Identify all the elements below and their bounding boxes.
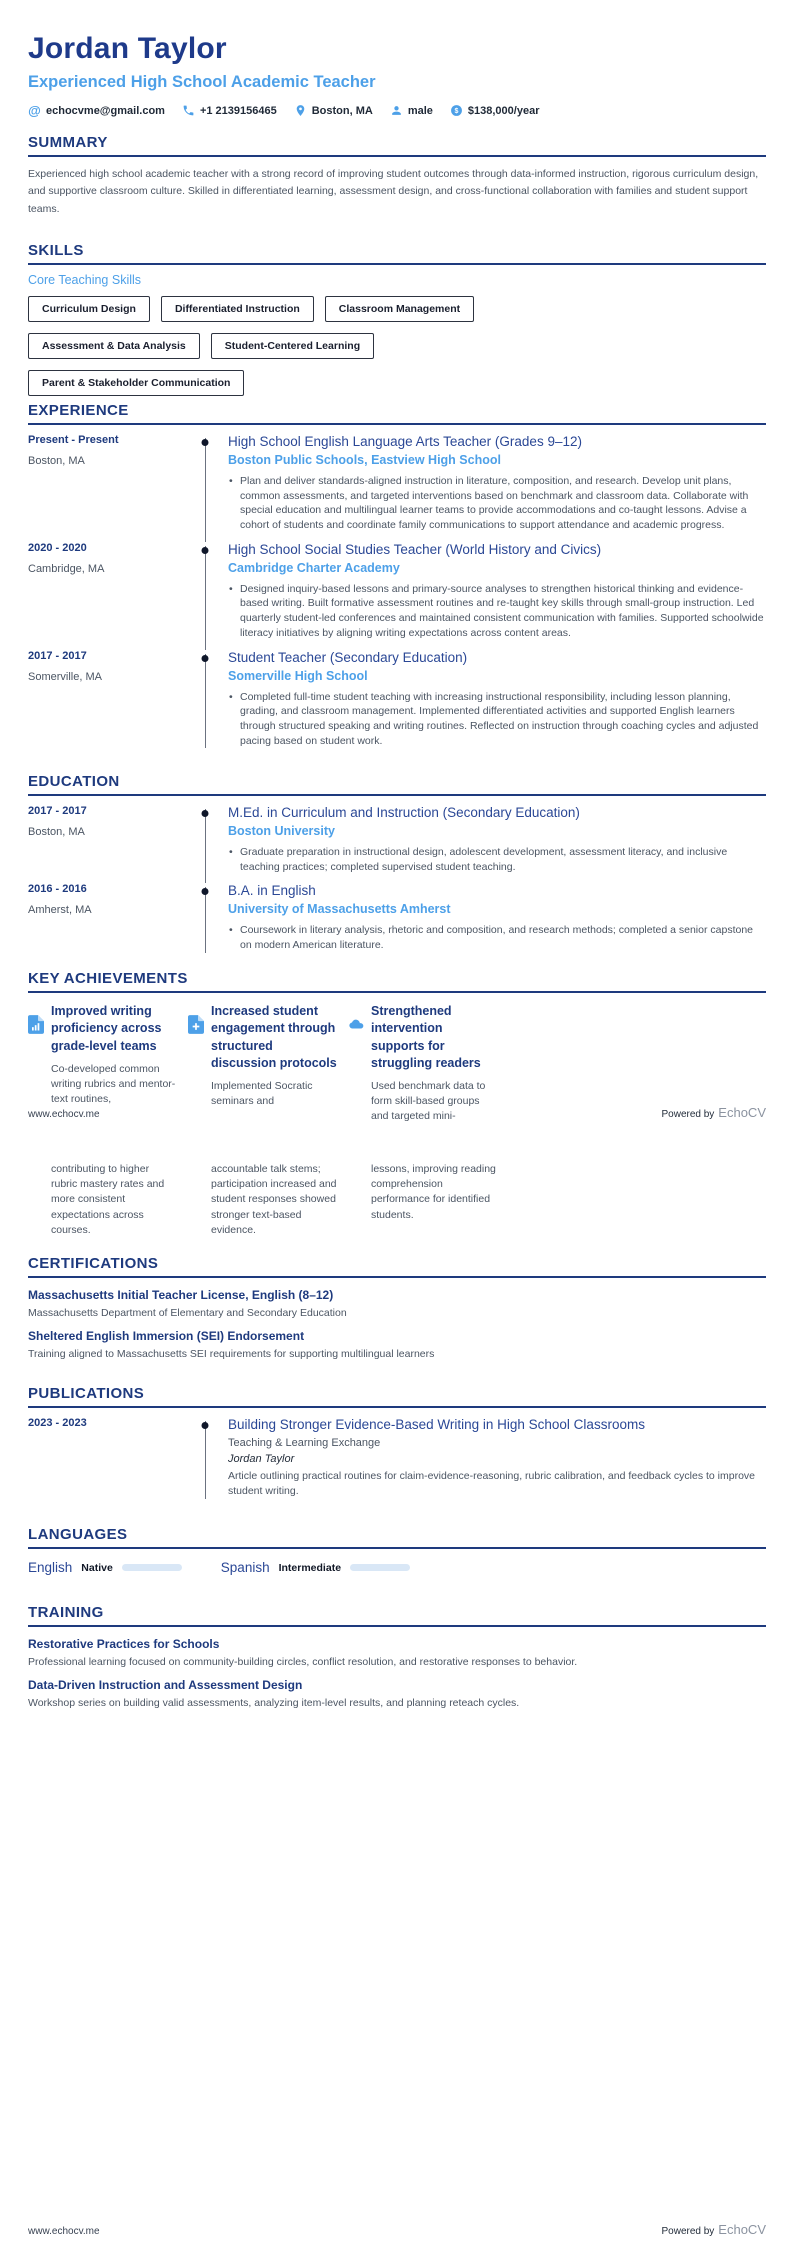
certification-title: Sheltered English Immersion (SEI) Endorsement <box>28 1329 305 1343</box>
achievement-title: Strengthened intervention supports for struggling readers <box>371 1004 481 1070</box>
timeline-dot <box>202 810 209 817</box>
language-level: Intermediate <box>278 1561 342 1574</box>
skills-group-label: Core Teaching Skills <box>28 273 142 287</box>
publication-journal: Teaching & Learning Exchange <box>228 1437 381 1449</box>
education-meta <box>28 805 196 874</box>
achievement-text: Co-developed common writing rubrics and mentor-text routines, <box>51 1062 176 1106</box>
education-bullets <box>228 845 766 874</box>
contact-email <box>28 104 165 117</box>
certification-title: Massachusetts Initial Teacher License, English (8–12) <box>28 1288 334 1302</box>
achievement-title: Increased student engagement through structured discussion protocols <box>211 1004 337 1070</box>
experience-dates: 2020 - 2020 <box>28 541 87 554</box>
language-item <box>221 1560 410 1575</box>
degree-title: B.A. in English <box>228 883 316 899</box>
skill-chip: Student-Centered Learning <box>211 333 374 359</box>
certification-item <box>28 1288 766 1319</box>
experience-dates: 2017 - 2017 <box>28 649 87 662</box>
experience-location: Cambridge, MA <box>28 562 105 575</box>
experience-location: Boston, MA <box>28 455 85 467</box>
section-summary <box>28 134 766 218</box>
school-name: University of Massachusetts Amherst <box>228 902 451 917</box>
achievements-continuation-grid <box>28 1162 766 1238</box>
contact-location <box>294 104 373 117</box>
candidate-title: Experienced High School Academic Teacher <box>28 73 376 91</box>
experience-content <box>214 650 766 749</box>
summary-heading: SUMMARY <box>28 134 766 157</box>
certification-item <box>28 1329 766 1360</box>
footer-site-url: www.echocv.me <box>28 2226 100 2237</box>
timeline-line <box>196 542 214 641</box>
company-name: Cambridge Charter Academy <box>228 560 400 575</box>
contact-salary <box>450 104 540 117</box>
timeline-line <box>196 883 214 952</box>
achievements-continuation <box>28 1162 766 1238</box>
skills-chip-list <box>28 296 588 396</box>
footer-brand: EchoCV <box>718 1105 766 1120</box>
achievement-title: Improved writing proficiency across grade-level teams <box>51 1004 162 1053</box>
timeline-dot <box>202 1422 209 1429</box>
footer-brand: EchoCV <box>718 2222 766 2237</box>
school-name: Boston University <box>228 824 335 838</box>
training-description: Workshop series on building valid assessments, analyzing item-level results, and planning reteach cycles. <box>28 1697 520 1709</box>
contact-gender <box>390 104 433 117</box>
person-icon <box>390 104 403 117</box>
publication-entry <box>28 1417 766 1499</box>
achievement-continuation-text: accountable talk stems; participation increased and student responses showed stronger text-based evidence. <box>211 1163 337 1236</box>
salary-icon <box>450 104 463 117</box>
footer-powered-prefix: Powered by <box>661 2226 715 2237</box>
timeline-dot <box>202 547 209 554</box>
achievement-continuation-text: contributing to higher rubric mastery rates and more consistent expectations across courses. <box>51 1163 165 1236</box>
degree-title: M.Ed. in Curriculum and Instruction (Secondary Education) <box>228 805 580 820</box>
footer-powered-prefix: Powered by <box>661 1109 715 1120</box>
experience-entry <box>28 650 766 749</box>
page1-footer <box>28 1105 766 1120</box>
training-title: Restorative Practices for Schools <box>28 1637 220 1651</box>
education-dates: 2017 - 2017 <box>28 805 87 817</box>
section-skills <box>28 242 766 396</box>
education-bullet: • Graduate preparation in instructional design, adolescent development, assessment literacy, and inclusive teaching practices; completed supervised student teaching. <box>228 845 766 874</box>
section-achievements <box>28 970 766 1125</box>
email-icon: @ <box>28 103 41 118</box>
skill-chip: Parent & Stakeholder Communication <box>28 370 244 396</box>
publication-meta <box>28 1417 196 1499</box>
job-title: High School English Language Arts Teacher (Grades 9–12) <box>228 434 582 449</box>
languages-heading: LANGUAGES <box>28 1526 766 1549</box>
experience-entries <box>28 434 766 748</box>
skill-chip: Assessment & Data Analysis <box>28 333 200 359</box>
education-bullet: • Coursework in literary analysis, rhetoric and composition, and research methods; completed a senior capstone on modern American literature. <box>228 923 766 952</box>
section-publications <box>28 1385 766 1508</box>
job-title: High School Social Studies Teacher (World History and Civics) <box>228 541 602 557</box>
certification-subtitle: Massachusetts Department of Elementary and Secondary Education <box>28 1307 347 1319</box>
education-location: Amherst, MA <box>28 904 92 917</box>
summary-text: Experienced high school academic teacher with a strong record of improving student outcomes through data-informed instruction, rigorous curriculum design, and supportive classroom culture. Skilled in differentiated learning, assessment design, and cross-functional collaboration with families and student support teams. <box>28 168 759 215</box>
job-bullets <box>228 474 766 533</box>
job-bullet: • Designed inquiry-based lessons and primary-source analyses to strengthen historical thinking and evidence-based writing. Built formative assessment routines and re-taught key skills through small-group instruction. Led quarterly student-led conferences and maintained consistent communication with families. Supported schoolwide literacy initiatives by aligning writing expectations across content areas. <box>228 582 766 641</box>
company-name: Boston Public Schools, Eastview High School <box>228 453 501 467</box>
education-dates: 2016 - 2016 <box>28 883 87 896</box>
candidate-name: Jordan Taylor <box>28 32 227 65</box>
section-education <box>28 773 766 962</box>
section-experience <box>28 402 766 757</box>
job-bullet: • Completed full-time student teaching with increasing instructional responsibility, including lesson planning, grading, and classroom management. Implemented differentiated activities and supported English learners through structured speaking and writing routines. Reflected on instruction through coaching cycles and adjusted pacing based on student work. <box>228 690 766 749</box>
skill-chip: Classroom Management <box>325 296 474 322</box>
skill-chip: Differentiated Instruction <box>161 296 314 322</box>
timeline-dot <box>202 655 209 662</box>
experience-entry <box>28 542 766 641</box>
page2-footer <box>28 2222 766 2237</box>
experience-meta <box>28 434 196 533</box>
publication-content <box>214 1417 766 1499</box>
location-icon <box>294 104 307 117</box>
achievement-text: Used benchmark data to form skill-based groups and targeted mini- <box>371 1080 486 1123</box>
phone-icon <box>182 104 195 117</box>
education-content <box>214 805 766 874</box>
timeline-line <box>196 1417 214 1499</box>
languages-row <box>28 1560 766 1575</box>
contact-location-text: Boston, MA <box>311 104 373 117</box>
language-item <box>28 1560 182 1575</box>
footer-site-url: www.echocv.me <box>28 1109 100 1120</box>
footer-powered <box>661 1105 766 1120</box>
publication-author: Jordan Taylor <box>228 1453 295 1465</box>
svg-text:$: $ <box>454 107 459 115</box>
timeline-dot <box>202 439 209 446</box>
experience-content <box>214 542 766 641</box>
achievement-text: Implemented Socratic seminars and <box>211 1080 313 1108</box>
education-content <box>214 883 766 952</box>
education-entry <box>28 883 766 952</box>
job-bullets <box>228 690 766 749</box>
training-heading: TRAINING <box>28 1604 766 1627</box>
publication-description: Article outlining practical routines for claim-evidence-reasoning, rubric calibration, and feedback cycles to improve student writing. <box>228 1470 755 1497</box>
language-proficiency-bar <box>350 1564 410 1571</box>
footer-powered <box>661 2222 766 2237</box>
resume-header <box>28 32 766 117</box>
contact-email-text: echocvme@gmail.com <box>46 104 165 117</box>
section-languages <box>28 1526 766 1575</box>
education-meta <box>28 883 196 952</box>
timeline-line <box>196 805 214 874</box>
section-certifications <box>28 1255 766 1360</box>
education-heading: EDUCATION <box>28 773 766 796</box>
timeline-line <box>196 434 214 533</box>
certification-subtitle: Training aligned to Massachusetts SEI requirements for supporting multilingual learners <box>28 1348 435 1360</box>
experience-meta <box>28 650 196 749</box>
skill-chip: Curriculum Design <box>28 296 150 322</box>
experience-meta <box>28 542 196 641</box>
timeline-line <box>196 650 214 749</box>
training-item <box>28 1678 766 1709</box>
training-title: Data-Driven Instruction and Assessment Design <box>28 1678 303 1692</box>
contact-phone-text: +1 2139156465 <box>199 104 277 117</box>
publication-dates: 2023 - 2023 <box>28 1417 87 1429</box>
section-training <box>28 1604 766 1709</box>
company-name: Somerville High School <box>228 668 368 683</box>
job-bullet: • Plan and deliver standards-aligned instruction in literature, composition, and research. Develop unit plans, common assessments, and targeted interventions based on benchmark and classroom data. Collaborate with special education and multilingual learner teams to provide accommodations and co-taught lessons. Advise a cohort of students and coordinate family communications to support attendance and academic progress. <box>228 474 766 533</box>
training-description: Professional learning focused on community-building circles, conflict resolution, and restorative responses to behavior. <box>28 1656 578 1668</box>
publications-heading: PUBLICATIONS <box>28 1385 766 1408</box>
publication-title: Building Stronger Evidence-Based Writing in High School Classrooms <box>228 1417 645 1432</box>
job-title: Student Teacher (Secondary Education) <box>228 649 468 665</box>
training-item <box>28 1637 766 1668</box>
language-name: English <box>28 1560 73 1575</box>
experience-location: Somerville, MA <box>28 670 102 683</box>
contact-gender-text: male <box>407 104 433 117</box>
education-entry <box>28 805 766 874</box>
skills-heading: SKILLS <box>28 242 766 265</box>
language-level: Native <box>81 1561 113 1574</box>
certifications-heading: CERTIFICATIONS <box>28 1255 766 1278</box>
experience-dates: Present - Present <box>28 434 119 446</box>
experience-content <box>214 434 766 533</box>
contact-phone <box>182 104 277 117</box>
contact-row <box>28 104 766 117</box>
education-location: Boston, MA <box>28 826 85 838</box>
job-bullets <box>228 582 766 641</box>
contact-salary-text: $138,000/year <box>467 104 540 117</box>
education-bullets <box>228 923 766 952</box>
experience-entry <box>28 434 766 533</box>
education-entries <box>28 805 766 953</box>
achievements-heading: KEY ACHIEVEMENTS <box>28 970 766 993</box>
language-proficiency-bar <box>122 1564 182 1571</box>
language-name: Spanish <box>220 1560 270 1575</box>
timeline-dot <box>202 888 209 895</box>
experience-heading: EXPERIENCE <box>28 402 766 425</box>
achievement-continuation-text: lessons, improving reading comprehension performance for identified students. <box>371 1163 496 1221</box>
